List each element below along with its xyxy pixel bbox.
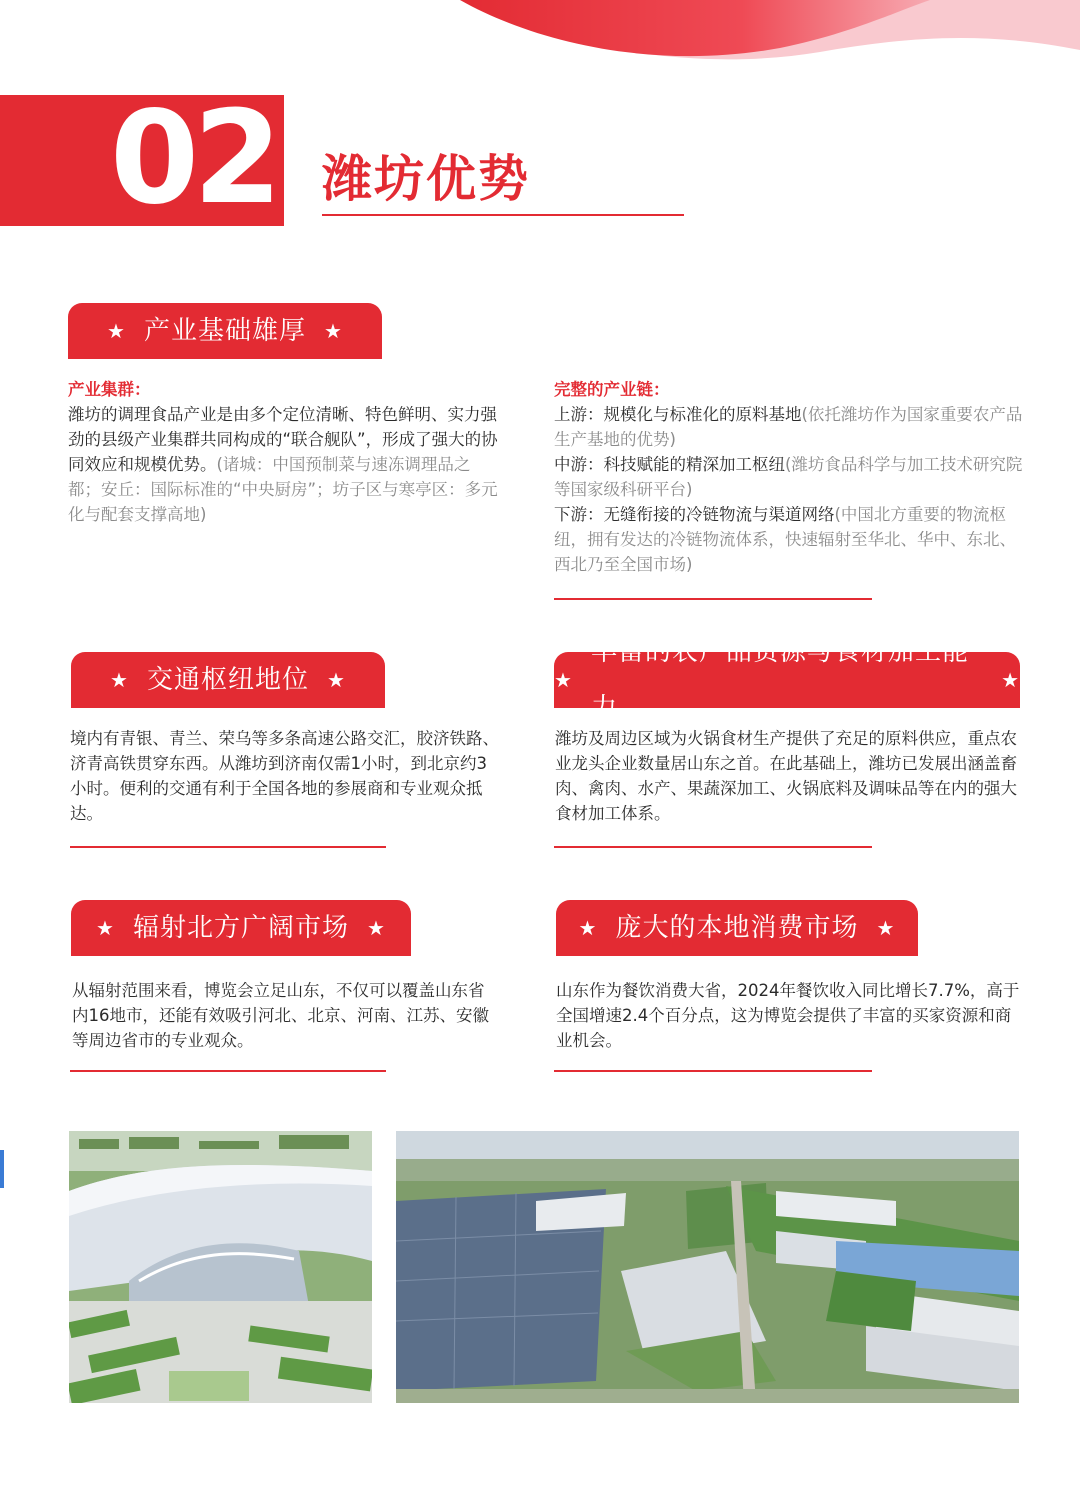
industry-cluster-text <box>68 377 500 527</box>
heading-transport <box>71 652 385 708</box>
heading-agri-label: 丰富的农产品资源与食材加工能力 <box>590 637 969 723</box>
local-market-text: 山东作为餐饮消费大省，2024年餐饮收入同比增长7.7%，高于全国增速2.4个百分点，这为博览会提供了丰富的买家资源和商业机会。 <box>556 981 1020 1050</box>
page-title: 潍坊优势 <box>322 150 530 208</box>
chain-label: 完整的产业链： <box>554 380 670 399</box>
cluster-note: (诸城：中国预制菜与速冻调理品之都；安丘：国际标准的“中央厨房”；坊子区与寒亭区：多元化与配套支撑高地) <box>68 455 498 524</box>
divider-rule <box>554 598 872 600</box>
section-number-block <box>0 95 284 226</box>
upstream-main: 上游：规模化与标准化的原料基地 <box>554 405 802 424</box>
heading-north-market-label: 辐射北方广阔市场 <box>132 913 349 943</box>
north-market-text: 从辐射范围来看，博览会立足山东，不仅可以覆盖山东省内16地市，还能有效吸引河北、北京、河南、江苏、安徽等周边省市的专业观众。 <box>72 981 489 1050</box>
chain-downstream <box>554 502 1024 577</box>
section-number: 02 <box>110 95 277 226</box>
divider-rule <box>554 846 872 848</box>
star-icon: ★ <box>876 916 896 940</box>
midstream-note: (潍坊食品科学与加工技术研究院等国家级科研平台) <box>554 455 1023 499</box>
star-icon: ★ <box>110 668 129 692</box>
chain-midstream <box>554 452 1024 502</box>
star-icon: ★ <box>1001 668 1020 692</box>
agri-text: 潍坊及周边区域为火锅食材生产提供了充足的原料供应，重点农业龙头企业数量居山东之首。在此基础上，潍坊已发展出涵盖畜肉、禽肉、水产、果蔬深加工、火锅底料及调味品等在内的强大食材加工体系。 <box>555 729 1017 823</box>
midstream-main: 中游：科技赋能的精深加工枢纽 <box>554 455 785 474</box>
heading-local-market <box>556 900 918 956</box>
star-icon: ★ <box>324 319 343 343</box>
industry-chain-text <box>554 377 1024 577</box>
top-wave-decoration <box>0 0 1080 90</box>
chain-upstream <box>554 402 1024 452</box>
downstream-note: (中国北方重要的物流枢纽，拥有发达的冷链物流体系，快速辐射至华北、华中、东北、西北乃至全国市场) <box>554 505 1016 574</box>
star-icon: ★ <box>367 916 386 940</box>
star-icon: ★ <box>96 916 115 940</box>
divider-rule <box>70 1070 386 1072</box>
heading-local-market-label: 庞大的本地消费市场 <box>615 913 859 943</box>
cluster-label: 产业集群： <box>68 380 151 399</box>
transport-text: 境内有青银、青兰、荣乌等多条高速公路交汇，胶济铁路、济青高铁贯穿东西。从潍坊到济南仅需1小时，到北京约3小时。便利的交通有利于全国各地的参展商和专业观众抵达。 <box>70 729 499 823</box>
star-icon: ★ <box>107 319 126 343</box>
divider-rule <box>70 846 386 848</box>
title-underline <box>322 214 684 216</box>
industrial-park-photo <box>396 1131 1019 1403</box>
upstream-note: (依托潍坊作为国家重要农产品生产基地的优势) <box>554 405 1023 449</box>
star-icon: ★ <box>554 668 573 692</box>
heading-industry <box>68 303 382 359</box>
exhibition-center-photo <box>69 1131 372 1403</box>
heading-industry-label: 产业基础雄厚 <box>143 316 306 346</box>
heading-transport-label: 交通枢纽地位 <box>146 665 309 695</box>
downstream-main: 下游：无缝衔接的冷链物流与渠道网络 <box>554 505 835 524</box>
star-icon: ★ <box>327 668 346 692</box>
star-icon: ★ <box>578 916 598 940</box>
heading-north-market <box>71 900 411 956</box>
edge-marker <box>0 1150 4 1188</box>
cluster-main: 潍坊的调理食品产业是由多个定位清晰、特色鲜明、实力强劲的县级产业集群共同构成的“联合舰队”，形成了强大的协同效应和规模优势。 <box>68 405 498 474</box>
heading-agri <box>554 637 1020 723</box>
divider-rule <box>554 1070 872 1072</box>
